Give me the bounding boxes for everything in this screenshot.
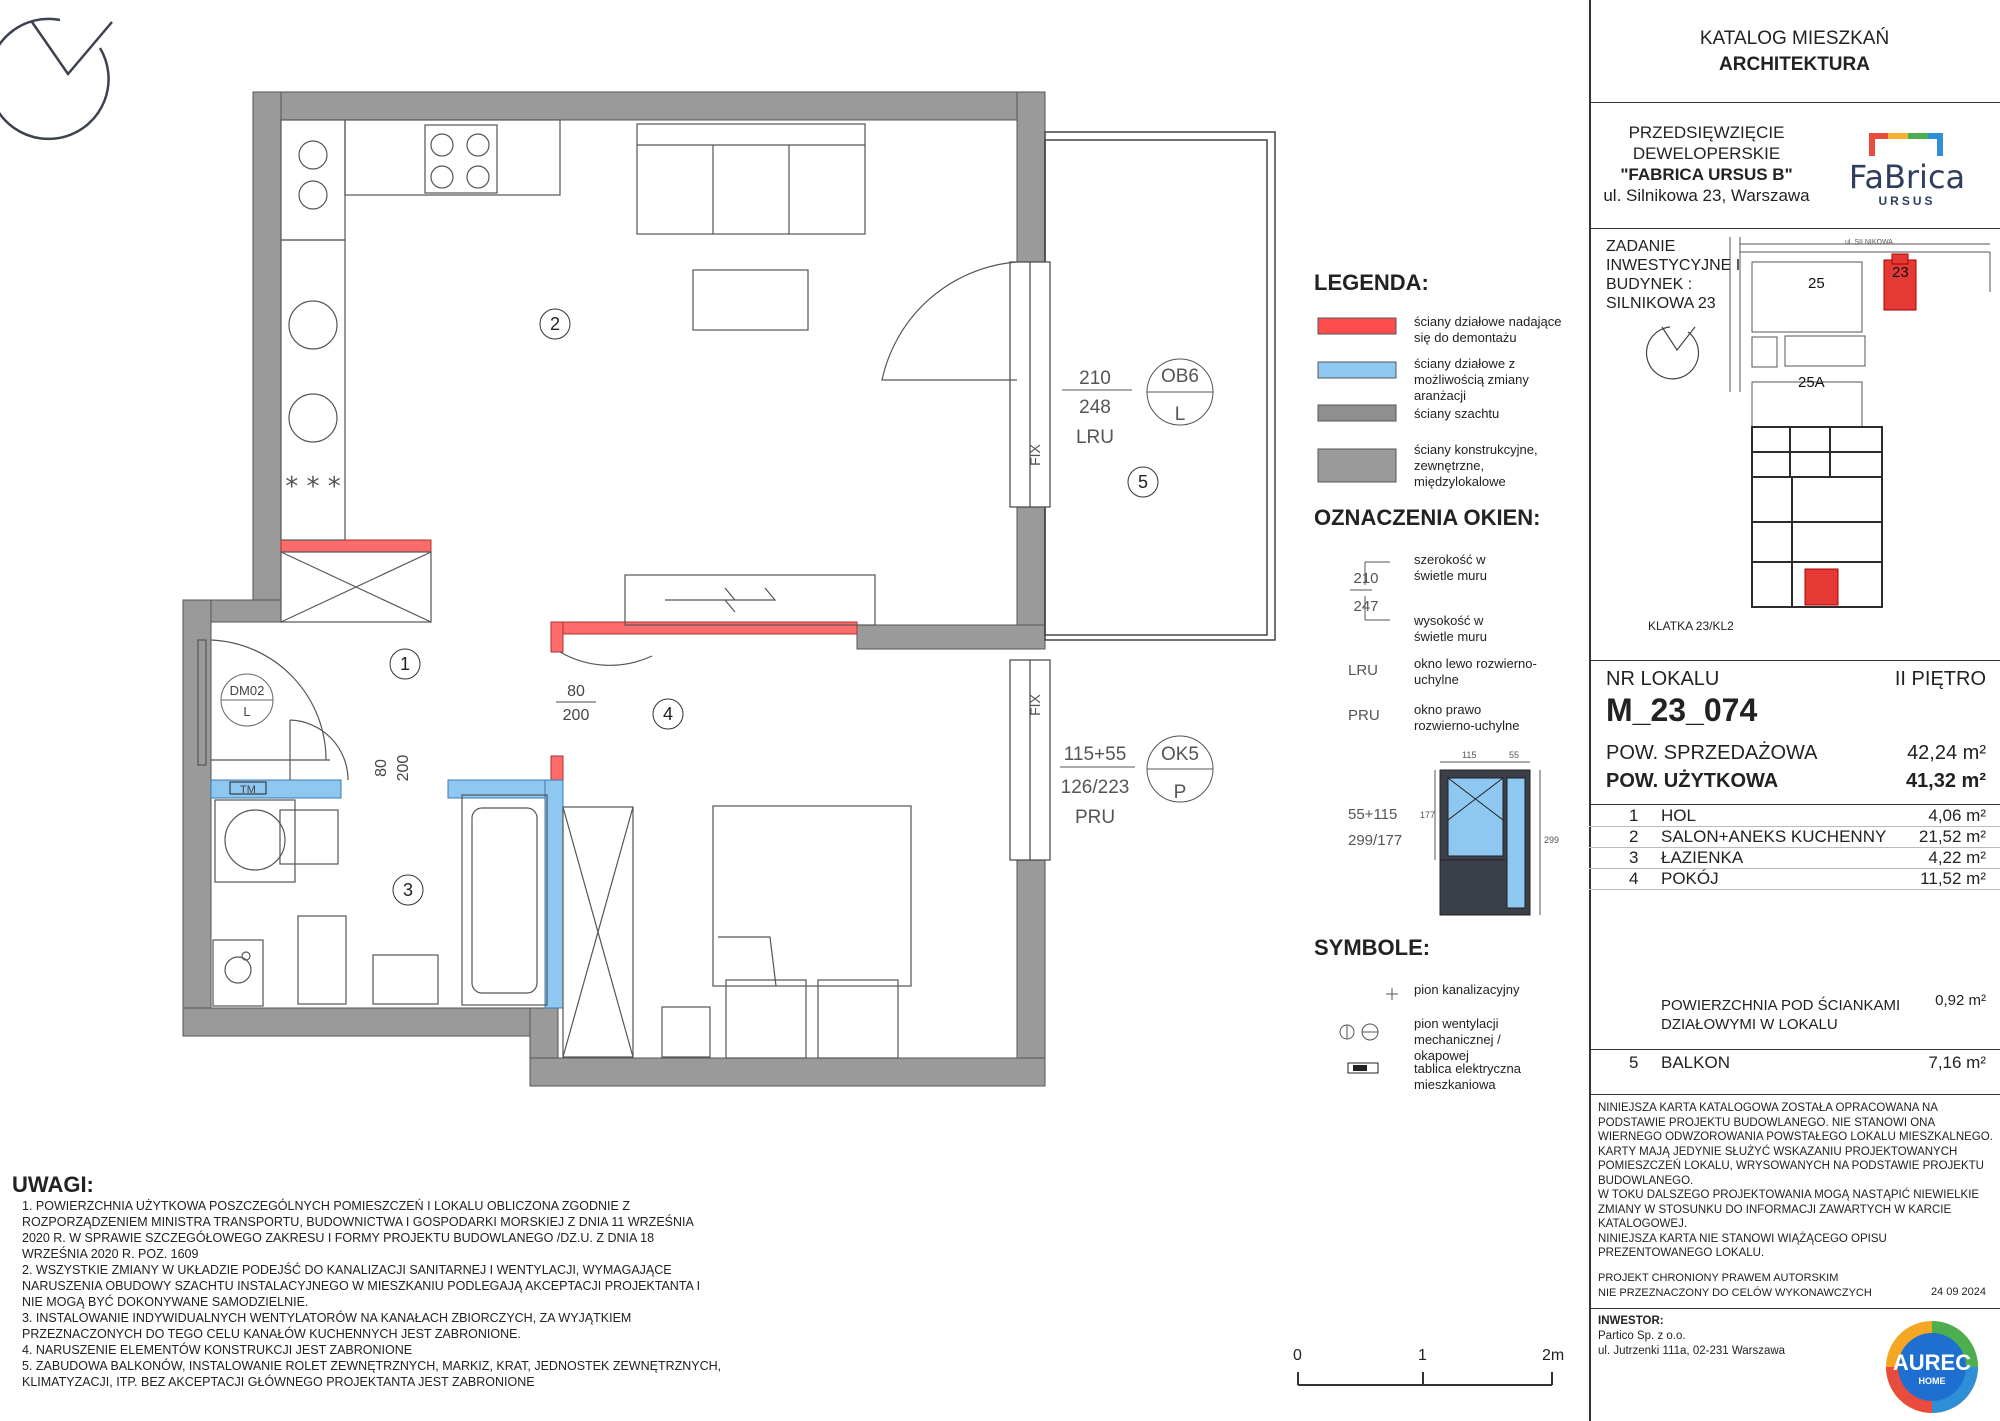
room-row: 4 POKÓJ 11,52 m² bbox=[1589, 869, 2000, 890]
rearrangeable-walls bbox=[211, 780, 563, 1008]
building-23-label: 23 bbox=[1892, 264, 1909, 281]
room-2-label: 2 bbox=[549, 314, 561, 334]
symbols-title: SYMBOLE: bbox=[1314, 935, 1431, 960]
window-example-height: 299/177 bbox=[1348, 832, 1403, 849]
fabrica-logo bbox=[1832, 124, 1982, 208]
door-bath-height: 200 bbox=[395, 754, 412, 782]
sale-area-value: 42,24 m² bbox=[1907, 742, 1986, 764]
ok5-width: 115+55 bbox=[1063, 744, 1127, 765]
scale-2: 2m bbox=[1542, 1347, 1565, 1364]
street-label: ul. SILNIKOWA bbox=[1845, 239, 1893, 246]
electrical-panel-label: TM bbox=[240, 784, 256, 796]
ob6-type: LRU bbox=[1075, 427, 1115, 448]
door-bath-width: 80 bbox=[373, 759, 390, 777]
fix-label-1: FIX bbox=[1027, 444, 1043, 466]
window-labels bbox=[1027, 359, 1213, 828]
catalog-title: KATALOG MIESZKAŃ bbox=[1699, 28, 1890, 49]
uwagi-item: 1. POWIERZCHNIA UŻYTKOWA POSZCZEGÓLNYCH POMIESZCZEŃ I LOKALU OBLICZONA ZGODNIE Z ROZPORZĄDZENIEM MINISTRA TRANSPORTU, BUDOWNICTWA I GOSPODARKI MORSKIEJ Z DNIA 11 WRZEŚNIA 2020 R. W SPRAWIE SZCZEGÓŁOWEGO ZAKRESU I FORMY PROJEKTU BUDOWLANEGO /DZ.U. Z DNIA 18 WRZEŚNIA 2020 R. POZ. 1609 bbox=[22, 1199, 694, 1261]
task-info: ZADANIE INWESTYCYJNE I BUDYNEK : SILNIKOWA 23 bbox=[1606, 238, 1741, 312]
legend-item-structural: ściany konstrukcyjne, zewnętrzne, międzylokalowe bbox=[1414, 442, 1538, 489]
svg-text:* * *: * * * bbox=[285, 472, 341, 502]
aurec-logo-sub: HOME bbox=[1918, 1376, 1946, 1386]
disclaimer-notes: NINIEJSZA KARTA KATALOGOWA ZOSTAŁA OPRACOWANA NA PODSTAWIE PROJEKTU BUDOWLANEGO. NIE STANOWI ONA WIERNEGO ODWZOROWANIA POWSTAŁEGO LOKALU MIESZKALNEGO. KARTY MAJĄ JEDYNIE SŁUŻYĆ WSKAZANIU PROJEKTOWANYCH POMIESZCZEŃ LOKALU, WRYSOWANYCH NA PODSTAWIE PROJEKTU BUDOWLANEGO. W TOKU DALSZEGO PROJEKTOWANIA MOGĄ NASTĄPIĆ NIEWIELKIE ZMIANY W STOSUNKU DO INFORMACJI ZAWARTYCH W KARCIE KATALOGOWEJ. NINIEJSZA KARTA NIE STANOWI WIĄŻĄCEGO OPISU PREZENTOWANEGO LOKALU. bbox=[1598, 1102, 1993, 1259]
symbol-ventilation: pion wentylacji mechanicznej / okapowej bbox=[1414, 1016, 1501, 1063]
uwagi-item: 2. WSZYSTKIE ZMIANY W UKŁADZIE PODEJŚĆ DO KANALIZACJI SANITARNEJ I WENTYLACJI, WYMAGAJĄCE NARUSZENIA OBUDOWY SZACHTU INSTALACYJNEGO W MIESZKANIU PODLEGAJĄ AKCEPTACJI PROJEKTANTA I NIE MOGĄ BYĆ DOKONYWANE SAMODZIELNIE. bbox=[22, 1263, 701, 1309]
usable-area-value: 41,32 m² bbox=[1905, 770, 1986, 792]
ok5-type: PRU bbox=[1074, 807, 1116, 828]
symbol-electrical: tablica elektryczna mieszkaniowa bbox=[1414, 1061, 1521, 1092]
walls-area-value: 0,92 m² bbox=[1935, 992, 1986, 1009]
legend-item-red: ściany działowe nadające się do demontażu bbox=[1414, 314, 1562, 345]
ok5-height: 126/223 bbox=[1060, 777, 1130, 798]
living-furniture bbox=[625, 124, 1017, 625]
investor-info: INWESTOR: Partico Sp. z o.o. ul. Jutrzenki 111a, 02-231 Warszawa bbox=[1598, 1315, 1786, 1357]
window-dim-115: 115 bbox=[1462, 750, 1477, 760]
window-dim-299: 299 bbox=[1544, 835, 1560, 845]
room-row: 1 HOL 4,06 m² bbox=[1589, 806, 2000, 827]
ok5-sub: P bbox=[1173, 782, 1187, 803]
building-25-label: 25 bbox=[1808, 275, 1825, 292]
demountable-walls bbox=[281, 540, 857, 780]
document-date: 24 09 2024 bbox=[1930, 1286, 1986, 1298]
project-line2: DEWELOPERSKIE bbox=[1632, 144, 1781, 163]
aurec-logo bbox=[1878, 1320, 1986, 1414]
copyright: PROJEKT CHRONIONY PRAWEM AUTORSKIM NIE PRZEZNACZONY DO CELÓW WYKONAWCZYCH bbox=[1598, 1272, 1872, 1299]
klatka-label: KLATKA 23/KL2 bbox=[1648, 619, 1734, 632]
aurec-logo-text: AUREC bbox=[1892, 1350, 1972, 1375]
window-example-width: 55+115 bbox=[1348, 806, 1398, 823]
window-legend-pru-text: okno prawo rozwierno-uchylne bbox=[1414, 702, 1520, 733]
compass-small-icon bbox=[1647, 327, 1699, 379]
project-line1: PRZEDSIĘWZIĘCIE bbox=[1628, 123, 1785, 142]
window-dim-177: 177 bbox=[1420, 810, 1436, 820]
bedroom-furniture bbox=[560, 652, 911, 1058]
fix-label-2: FIX bbox=[1027, 694, 1043, 716]
ob6-height: 248 bbox=[1079, 397, 1111, 418]
scale-0: 0 bbox=[1293, 1347, 1302, 1364]
section-title: ARCHITEKTURA bbox=[1719, 54, 1870, 75]
site-plan bbox=[1640, 232, 2000, 632]
ob6-width: 210 bbox=[1079, 368, 1111, 389]
room-4-label: 4 bbox=[662, 704, 674, 724]
room-5-label: 5 bbox=[1137, 472, 1149, 492]
door-labels bbox=[221, 674, 596, 796]
balcony-area: 7,16 m² bbox=[1928, 1053, 1986, 1072]
balcony-name: BALKON bbox=[1661, 1053, 1730, 1072]
project-address: ul. Silnikowa 23, Warszawa bbox=[1603, 186, 1810, 205]
ob6-label: OB6 bbox=[1160, 366, 1200, 387]
fabrica-logo-text: FaBrica bbox=[1848, 158, 1966, 196]
scale-bar bbox=[1298, 1372, 1552, 1385]
window-legend-lru-text: okno lewo rozwierno-uchylne bbox=[1414, 656, 1537, 687]
building-25a-label: 25A bbox=[1798, 374, 1825, 391]
sale-area-label: POW. SPRZEDAŻOWA bbox=[1606, 742, 1818, 764]
usable-area-label: POW. UŻYTKOWA bbox=[1606, 770, 1779, 792]
fabrica-logo-sub: URSUS bbox=[1878, 194, 1936, 208]
entrance-door-label: DM02 bbox=[229, 683, 265, 698]
room-3-label: 3 bbox=[402, 880, 414, 900]
balcony-no: 5 bbox=[1629, 1053, 1639, 1072]
entrance-door bbox=[198, 640, 330, 765]
ok5-label: OK5 bbox=[1160, 744, 1200, 765]
scale-1: 1 bbox=[1418, 1347, 1427, 1364]
windows-legend-title: OZNACZENIA OKIEN: bbox=[1314, 505, 1541, 530]
window-legend-width-text: szerokość w świetle muru bbox=[1414, 552, 1487, 583]
window-legend-lru: LRU bbox=[1348, 662, 1379, 679]
uwagi-title: UWAGI: bbox=[12, 1172, 94, 1197]
unit-floor: II PIĘTRO bbox=[1894, 668, 1986, 690]
window-legend-height-text: wysokość w świetle muru bbox=[1414, 613, 1487, 644]
room-row: 2 SALON+ANEKS KUCHENNY 21,52 m² bbox=[1589, 827, 2000, 848]
window-legend-width: 210 bbox=[1353, 570, 1379, 587]
room-row: 3 ŁAZIENKA 4,22 m² bbox=[1589, 848, 2000, 869]
ob6-sub: L bbox=[1174, 404, 1186, 425]
door-bedroom-width: 80 bbox=[567, 683, 585, 700]
project-name: "FABRICA URSUS B" bbox=[1620, 165, 1793, 184]
symbol-sewage: pion kanalizacyjny bbox=[1414, 982, 1520, 997]
window-legend-pru: PRU bbox=[1348, 707, 1380, 724]
unit-number: M_23_074 bbox=[1606, 692, 1758, 728]
legend-item-blue: ściany działowe z możliwością zmiany aranżacji bbox=[1414, 356, 1529, 403]
walls-area-label: POWIERZCHNIA POD ŚCIANKAMI DZIAŁOWYMI W LOKALU bbox=[1661, 997, 1901, 1033]
project-info bbox=[1589, 122, 1824, 206]
window-legend-height: 247 bbox=[1353, 598, 1379, 615]
structural-walls bbox=[183, 92, 1045, 1086]
compass-icon bbox=[0, 19, 112, 139]
legend-item-shaft: ściany szachtu bbox=[1414, 406, 1500, 421]
uwagi-item: 5. ZABUDOWA BALKONÓW, INSTALOWANIE ROLET ZEWNĘTRZNYCH, MARKIZ, KRAT, JEDNOSTEK ZEWNĘTRZNYCH, KLIMATYZACJI, ITP. BEZ AKCEPTACJI GŁÓWNEGO PROJEKTANTA JEST ZABRONIONE bbox=[22, 1359, 722, 1389]
door-bedroom-height: 200 bbox=[562, 707, 590, 724]
unit-nr-label: NR LOKALU bbox=[1606, 668, 1720, 690]
uwagi-list bbox=[22, 1198, 722, 1390]
entrance-door-sub: L bbox=[243, 704, 251, 719]
window-dim-55: 55 bbox=[1509, 750, 1520, 760]
room-1-label: 1 bbox=[399, 654, 411, 674]
legend-title: LEGENDA: bbox=[1314, 270, 1429, 295]
uwagi-item: 4. NARUSZENIE ELEMENTÓW KONSTRUKCJI JEST ZABRONIONE bbox=[22, 1343, 413, 1357]
room-list bbox=[1589, 806, 2000, 890]
uwagi-item: 3. INSTALOWANIE INDYWIDUALNYCH WENTYLATORÓW NA KANAŁACH ZBIORCZYCH, ZA WYJĄTKIEM PRZEZNACZONYCH DO TEGO CELU KANAŁÓW KUCHENNYCH JEST ZABRONIONE. bbox=[22, 1311, 632, 1341]
